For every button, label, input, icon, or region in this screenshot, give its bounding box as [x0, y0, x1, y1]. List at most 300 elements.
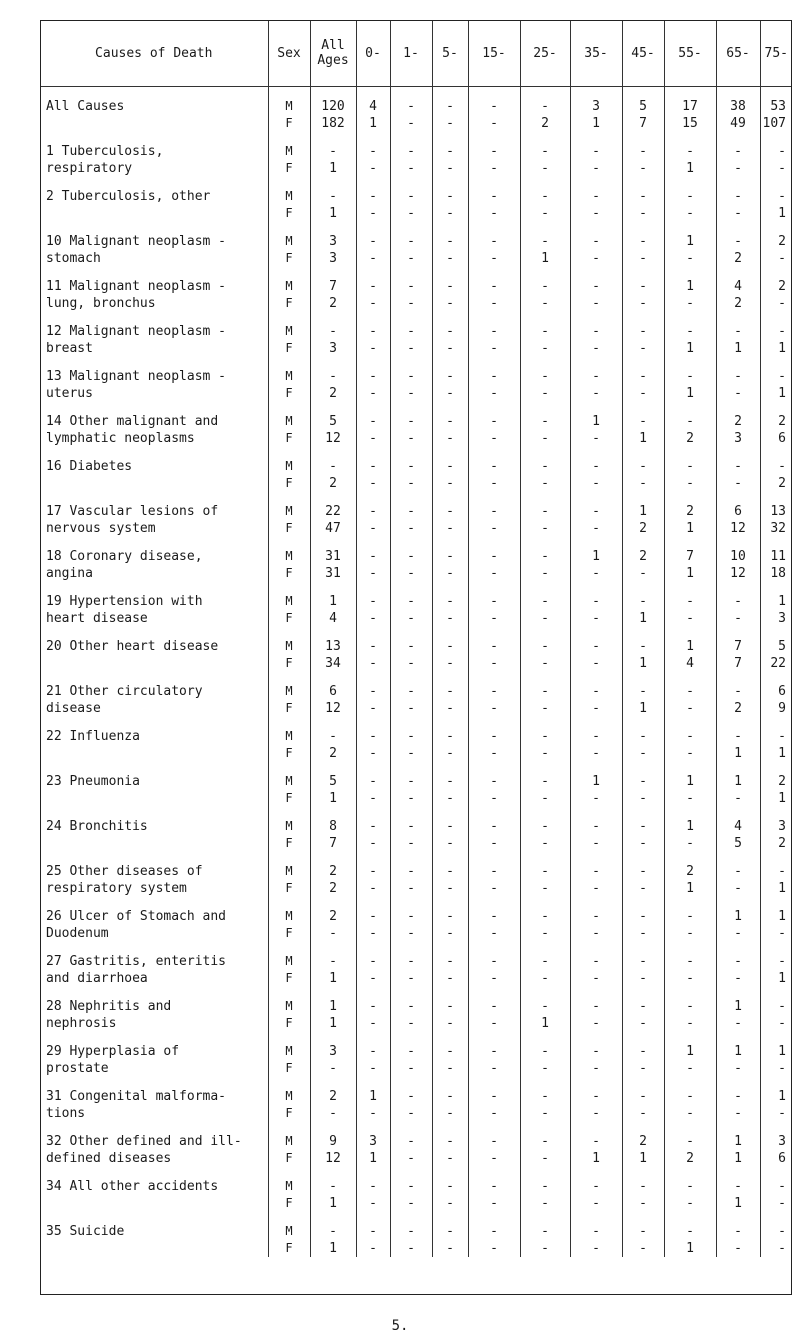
value-cell: -: [622, 745, 664, 762]
value-cell: -: [432, 98, 468, 115]
sex-cell: F: [268, 925, 310, 942]
header-age-group: 1-: [390, 20, 432, 87]
value-cell: -: [778, 926, 786, 941]
value-cell: -: [664, 610, 716, 627]
value-cell: -: [310, 925, 356, 942]
sex-cell: F: [268, 655, 310, 672]
value-cell: -: [716, 953, 760, 970]
value-cell: -: [778, 1179, 786, 1194]
value-cell: -: [570, 250, 622, 267]
value-cell: -: [390, 115, 432, 132]
value-cell: -: [716, 1178, 760, 1195]
value-cell: 2: [622, 1133, 664, 1150]
value-cell: -: [390, 565, 432, 582]
value-cell: 6: [716, 503, 760, 520]
value-cell: 2: [664, 1150, 716, 1167]
value-cell: 8: [310, 818, 356, 835]
value-cell: -: [356, 503, 390, 520]
value-cell: -: [520, 925, 570, 942]
value-cell: -: [390, 925, 432, 942]
value-cell: -: [468, 250, 520, 267]
value-cell: -: [432, 340, 468, 357]
value-cell: -: [356, 1043, 390, 1060]
value-cell: -: [570, 475, 622, 492]
sex-cell: M: [268, 548, 310, 565]
value-cell: -: [356, 953, 390, 970]
cause-cell: 17 Vascular lesions of: [40, 503, 268, 520]
value-cell: 3: [778, 611, 786, 626]
value-cell: -: [432, 655, 468, 672]
value-cell: -: [622, 970, 664, 987]
value-cell: -: [520, 188, 570, 205]
value-cell: -: [356, 458, 390, 475]
value-cell: -: [520, 1223, 570, 1240]
value-cell: -: [622, 638, 664, 655]
value-cell: -: [622, 1043, 664, 1060]
value-cell: -: [716, 880, 760, 897]
value-cell: 1: [310, 790, 356, 807]
value-cell: -: [390, 160, 432, 177]
value-cell: 1: [778, 746, 786, 761]
value-cell: -: [390, 98, 432, 115]
value-cell: 1: [778, 594, 786, 609]
value-cell: 5: [622, 98, 664, 115]
value-cell: 1: [570, 548, 622, 565]
value-cell: -: [664, 250, 716, 267]
value-cell: -: [356, 413, 390, 430]
value-cell: -: [432, 503, 468, 520]
sex-cell: M: [268, 1043, 310, 1060]
value-cell: -: [716, 728, 760, 745]
cause-cell: 28 Nephritis and: [40, 998, 268, 1015]
value-cell: -: [716, 205, 760, 222]
header-age-group: 35-: [570, 20, 622, 87]
value-cell: -: [520, 683, 570, 700]
value-cell: -: [570, 880, 622, 897]
value-cell: -: [520, 1133, 570, 1150]
value-cell: -: [432, 1178, 468, 1195]
value-cell: -: [664, 745, 716, 762]
value-cell: -: [390, 970, 432, 987]
value-cell: -: [520, 1240, 570, 1257]
value-cell: 182: [310, 115, 356, 132]
value-cell: -: [468, 683, 520, 700]
value-cell: 2: [310, 880, 356, 897]
cause-cell: prostate: [40, 1060, 268, 1077]
value-cell: -: [520, 503, 570, 520]
value-cell: -: [468, 655, 520, 672]
value-cell: -: [664, 323, 716, 340]
cause-cell: 34 All other accidents: [40, 1178, 268, 1195]
value-cell: 1: [622, 430, 664, 447]
value-cell: -: [432, 1105, 468, 1122]
value-cell: -: [356, 205, 390, 222]
value-cell: -: [716, 1015, 760, 1032]
value-cell: 1: [664, 340, 716, 357]
value-cell: 1: [664, 160, 716, 177]
value-cell: -: [468, 998, 520, 1015]
value-cell: -: [716, 160, 760, 177]
value-cell: -: [468, 745, 520, 762]
value-cell: -: [520, 160, 570, 177]
value-cell: -: [570, 970, 622, 987]
value-cell: -: [356, 863, 390, 880]
value-cell: -: [520, 970, 570, 987]
value-cell: 2: [778, 774, 786, 789]
header-age-group: 25-: [520, 20, 570, 87]
value-cell: -: [356, 295, 390, 312]
value-cell: 38: [716, 98, 760, 115]
value-cell: -: [520, 205, 570, 222]
value-cell: -: [432, 998, 468, 1015]
value-cell: -: [622, 250, 664, 267]
value-cell: -: [622, 160, 664, 177]
value-cell: -: [664, 953, 716, 970]
value-cell: 10: [716, 548, 760, 565]
sex-cell: M: [268, 1133, 310, 1150]
value-cell: -: [778, 954, 786, 969]
value-cell: 1: [664, 1043, 716, 1060]
value-cell: 120: [310, 98, 356, 115]
value-cell: -: [390, 745, 432, 762]
value-cell: -: [356, 548, 390, 565]
value-cell: -: [468, 970, 520, 987]
value-cell: 1: [310, 1015, 356, 1032]
value-cell: -: [520, 1195, 570, 1212]
value-cell: -: [570, 295, 622, 312]
value-cell: 1: [664, 385, 716, 402]
value-cell: -: [432, 773, 468, 790]
value-cell: -: [778, 144, 786, 159]
value-cell: -: [356, 160, 390, 177]
value-cell: -: [432, 233, 468, 250]
value-cell: 1: [310, 593, 356, 610]
value-cell: -: [716, 323, 760, 340]
sex-cell: M: [268, 863, 310, 880]
sex-cell: M: [268, 278, 310, 295]
value-cell: 11: [770, 549, 786, 564]
value-cell: 1: [664, 565, 716, 582]
value-cell: -: [570, 278, 622, 295]
value-cell: 1: [716, 1195, 760, 1212]
cause-cell: 19 Hypertension with: [40, 593, 268, 610]
sex-cell: M: [268, 1178, 310, 1195]
value-cell: -: [778, 251, 786, 266]
value-cell: -: [432, 835, 468, 852]
value-cell: -: [622, 188, 664, 205]
value-cell: 3: [310, 1043, 356, 1060]
value-cell: -: [716, 458, 760, 475]
value-cell: -: [520, 385, 570, 402]
value-cell: -: [520, 638, 570, 655]
sex-cell: F: [268, 565, 310, 582]
value-cell: -: [390, 655, 432, 672]
value-cell: 2: [778, 279, 786, 294]
sex-cell: M: [268, 458, 310, 475]
cause-cell: respiratory system: [40, 880, 268, 897]
sex-cell: M: [268, 1223, 310, 1240]
value-cell: -: [520, 1105, 570, 1122]
cause-cell: 24 Bronchitis: [40, 818, 268, 835]
value-cell: -: [622, 368, 664, 385]
value-cell: -: [432, 413, 468, 430]
value-cell: 1: [310, 1240, 356, 1257]
value-cell: 5: [310, 413, 356, 430]
value-cell: -: [664, 700, 716, 717]
cause-cell: 26 Ulcer of Stomach and: [40, 908, 268, 925]
value-cell: -: [622, 925, 664, 942]
value-cell: -: [716, 233, 760, 250]
value-cell: 1: [622, 655, 664, 672]
value-cell: -: [432, 745, 468, 762]
value-cell: 4: [310, 610, 356, 627]
value-cell: -: [468, 520, 520, 537]
value-cell: 1: [664, 520, 716, 537]
sex-cell: F: [268, 745, 310, 762]
value-cell: -: [570, 818, 622, 835]
value-cell: -: [520, 863, 570, 880]
value-cell: -: [310, 368, 356, 385]
value-cell: -: [432, 1060, 468, 1077]
sex-cell: M: [268, 728, 310, 745]
value-cell: -: [664, 1060, 716, 1077]
cause-cell: breast: [40, 340, 268, 357]
value-cell: -: [622, 1105, 664, 1122]
sex-cell: M: [268, 188, 310, 205]
cause-cell: nervous system: [40, 520, 268, 537]
value-cell: -: [622, 565, 664, 582]
value-cell: -: [570, 1105, 622, 1122]
value-cell: -: [432, 1240, 468, 1257]
value-cell: -: [390, 593, 432, 610]
value-cell: -: [356, 790, 390, 807]
sex-cell: F: [268, 880, 310, 897]
value-cell: -: [570, 745, 622, 762]
value-cell: -: [432, 908, 468, 925]
value-cell: -: [570, 863, 622, 880]
value-cell: -: [468, 385, 520, 402]
value-cell: 31: [310, 565, 356, 582]
value-cell: -: [570, 1088, 622, 1105]
value-cell: -: [622, 683, 664, 700]
value-cell: -: [622, 773, 664, 790]
value-cell: -: [468, 143, 520, 160]
sex-cell: M: [268, 593, 310, 610]
sex-cell: F: [268, 790, 310, 807]
sex-cell: M: [268, 998, 310, 1015]
value-cell: -: [356, 745, 390, 762]
sex-cell: F: [268, 1150, 310, 1167]
cause-cell: and diarrhoea: [40, 970, 268, 987]
cause-cell: 25 Other diseases of: [40, 863, 268, 880]
value-cell: -: [468, 925, 520, 942]
value-cell: 1: [520, 250, 570, 267]
cause-cell: 22 Influenza: [40, 728, 268, 745]
value-cell: -: [664, 728, 716, 745]
sex-cell: F: [268, 610, 310, 627]
value-cell: -: [716, 1088, 760, 1105]
value-cell: -: [622, 340, 664, 357]
value-cell: -: [778, 1196, 786, 1211]
value-cell: -: [570, 953, 622, 970]
value-cell: -: [622, 908, 664, 925]
value-cell: -: [570, 188, 622, 205]
value-cell: 53: [770, 99, 786, 114]
value-cell: 1: [356, 1088, 390, 1105]
value-cell: -: [570, 1015, 622, 1032]
sex-cell: M: [268, 953, 310, 970]
cause-cell: 20 Other heart disease: [40, 638, 268, 655]
value-cell: -: [356, 773, 390, 790]
value-cell: -: [468, 1150, 520, 1167]
value-cell: -: [468, 1060, 520, 1077]
value-cell: -: [664, 1088, 716, 1105]
value-cell: -: [468, 953, 520, 970]
value-cell: -: [520, 565, 570, 582]
value-cell: -: [390, 773, 432, 790]
value-cell: -: [468, 728, 520, 745]
value-cell: -: [570, 1195, 622, 1212]
value-cell: -: [570, 908, 622, 925]
header-sex: Sex: [268, 20, 310, 87]
value-cell: -: [778, 999, 786, 1014]
value-cell: 1: [664, 880, 716, 897]
value-cell: 2: [716, 295, 760, 312]
value-cell: -: [390, 205, 432, 222]
sex-cell: F: [268, 1105, 310, 1122]
value-cell: -: [390, 1105, 432, 1122]
value-cell: -: [520, 998, 570, 1015]
value-cell: -: [390, 278, 432, 295]
value-cell: -: [356, 1015, 390, 1032]
value-cell: 31: [310, 548, 356, 565]
value-cell: -: [468, 160, 520, 177]
value-cell: 1: [310, 205, 356, 222]
value-cell: -: [468, 233, 520, 250]
value-cell: 15: [664, 115, 716, 132]
value-cell: -: [468, 790, 520, 807]
sex-cell: F: [268, 250, 310, 267]
value-cell: -: [432, 1133, 468, 1150]
value-cell: -: [390, 188, 432, 205]
value-cell: -: [570, 1060, 622, 1077]
value-cell: -: [622, 278, 664, 295]
value-cell: -: [390, 1150, 432, 1167]
sex-cell: M: [268, 323, 310, 340]
value-cell: -: [622, 143, 664, 160]
cause-cell: 2 Tuberculosis, other: [40, 188, 268, 205]
cause-cell: 13 Malignant neoplasm -: [40, 368, 268, 385]
value-cell: -: [716, 863, 760, 880]
cause-cell: stomach: [40, 250, 268, 267]
value-cell: -: [520, 728, 570, 745]
value-cell: -: [664, 683, 716, 700]
value-cell: -: [356, 520, 390, 537]
value-cell: -: [520, 818, 570, 835]
value-cell: -: [468, 323, 520, 340]
sex-cell: M: [268, 683, 310, 700]
value-cell: 1: [716, 773, 760, 790]
value-cell: 3: [310, 250, 356, 267]
value-cell: 2: [310, 385, 356, 402]
value-cell: 9: [310, 1133, 356, 1150]
cause-cell: 16 Diabetes: [40, 458, 268, 475]
value-cell: -: [390, 458, 432, 475]
value-cell: -: [356, 385, 390, 402]
value-cell: -: [356, 1223, 390, 1240]
value-cell: -: [468, 1105, 520, 1122]
value-cell: -: [570, 1240, 622, 1257]
sex-cell: M: [268, 1088, 310, 1105]
value-cell: -: [622, 1088, 664, 1105]
value-cell: -: [432, 323, 468, 340]
value-cell: 2: [310, 745, 356, 762]
value-cell: 22: [770, 656, 786, 671]
value-cell: -: [716, 385, 760, 402]
value-cell: -: [390, 953, 432, 970]
value-cell: 1: [570, 1150, 622, 1167]
value-cell: -: [432, 638, 468, 655]
value-cell: -: [468, 610, 520, 627]
value-cell: -: [520, 1043, 570, 1060]
value-cell: -: [570, 728, 622, 745]
value-cell: -: [310, 1178, 356, 1195]
value-cell: -: [778, 1224, 786, 1239]
value-cell: -: [622, 205, 664, 222]
value-cell: 5: [716, 835, 760, 852]
value-cell: -: [390, 430, 432, 447]
value-cell: -: [390, 475, 432, 492]
value-cell: -: [390, 1178, 432, 1195]
value-cell: -: [570, 1178, 622, 1195]
cause-cell: 27 Gastritis, enteritis: [40, 953, 268, 970]
value-cell: -: [356, 908, 390, 925]
value-cell: -: [390, 638, 432, 655]
cause-cell: lymphatic neoplasms: [40, 430, 268, 447]
sex-cell: M: [268, 98, 310, 115]
value-cell: 1: [310, 160, 356, 177]
value-cell: 1: [570, 413, 622, 430]
sex-cell: F: [268, 700, 310, 717]
value-cell: -: [390, 548, 432, 565]
value-cell: -: [390, 790, 432, 807]
value-cell: -: [622, 790, 664, 807]
cause-cell: All Causes: [40, 98, 268, 115]
value-cell: -: [570, 998, 622, 1015]
value-cell: 1: [778, 341, 786, 356]
value-cell: 2: [664, 863, 716, 880]
cause-cell: 32 Other defined and ill-: [40, 1133, 268, 1150]
value-cell: -: [432, 790, 468, 807]
value-cell: -: [390, 413, 432, 430]
value-cell: 12: [716, 520, 760, 537]
value-cell: 2: [622, 548, 664, 565]
value-cell: -: [570, 925, 622, 942]
value-cell: -: [432, 1043, 468, 1060]
value-cell: 17: [664, 98, 716, 115]
value-cell: 2: [520, 115, 570, 132]
cause-cell: angina: [40, 565, 268, 582]
value-cell: -: [520, 1178, 570, 1195]
value-cell: 7: [310, 835, 356, 852]
value-cell: 1: [570, 115, 622, 132]
value-cell: 3: [310, 340, 356, 357]
value-cell: -: [520, 143, 570, 160]
value-cell: 1: [664, 773, 716, 790]
value-cell: -: [570, 790, 622, 807]
value-cell: -: [778, 864, 786, 879]
value-cell: -: [390, 683, 432, 700]
